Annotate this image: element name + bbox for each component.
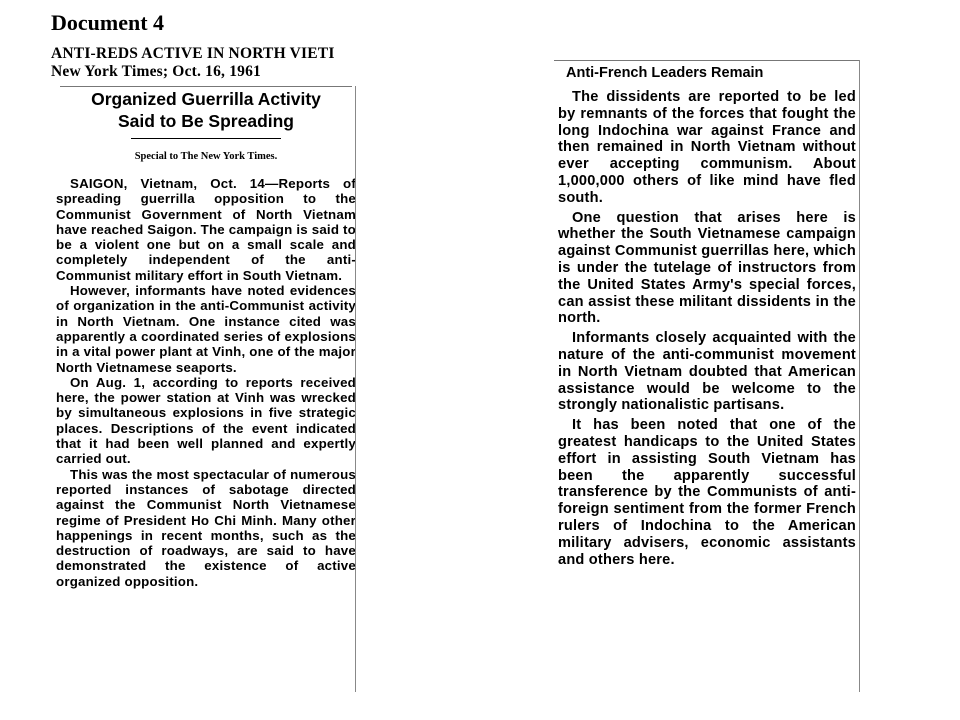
right-article-body [554,89,860,568]
headline-line-1: Organized Guerrilla Activity [91,89,321,109]
clipping-right-edge [859,60,860,692]
left-paragraph-4: This was the most spectacular of numerous reported instances of sabotage directed against the Communist North Vietnamese regime of President Ho Chi Minh. Many other happenings in recent months, such as the destruction of roadways, are said to have demonstrated the existence of active organized opposition. [56,466,356,589]
right-paragraph-4: It has been noted that one of the greatest handicaps to the United States effort in assisting South Vietnam has been the apparently successful transference by the Communists of anti-foreign sentiment from the former French rulers of Indochina to the American military advisers, economic assistants and others here. [558,417,856,568]
right-paragraph-3: Informants closely acquainted with the nature of the anti-communist movement in North Vietnam doubted that American assistance would be welcome to the strongly nationalistic partisans. [558,330,856,414]
left-paragraph-3: On Aug. 1, according to reports received here, the power station at Vinh was wrecked by simultaneous explosions in five strategic places. Descriptions of the event indicated that it had been well planned and expertly carried out. [56,374,356,467]
right-paragraph-2: One question that arises here is whether the South Vietnamese campaign against Communist guerrillas here, which is under the tutelage of instructors from the United States Army's special forces, can assist these militant dissidents in the north. [558,209,856,327]
clipping-top-edge [554,60,860,61]
right-newspaper-clipping [554,60,860,692]
citation [51,45,378,81]
article-headline [56,88,356,132]
article-byline: Special to The New York Times. [134,151,278,162]
citation-title: ANTI-REDS ACTIVE IN NORTH VIETI [51,45,335,62]
clipping-top-edge [60,86,352,87]
left-paragraph-2: However, informants have noted evidences of organization in the anti-Communist activity in North Vietnam. One instance cited was apparently a coordinated series of explosions in a vital power plant at Vinh, one of the major North Vietnamese seaports. [56,283,356,375]
left-newspaper-clipping [56,86,356,692]
clipping-right-edge [355,86,356,692]
right-paragraph-1: The dissidents are reported to be led by remnants of the forces that fought the long Indochina war against France and then remained in North Vietnam without ever accepting communism. About 1,000,000 others of like mind have fled south. [558,89,856,206]
left-paragraph-1: SAIGON, Vietnam, Oct. 14—Reports of spreading guerrilla opposition to the Communist Government of North Vietnam have reached Saigon. The campaign is said to be a violent one but on a small scale and completely independent of the anti-Communist military effort in South Vietnam. [56,176,356,283]
document-label: Document 4 [51,10,165,35]
article-subheading: Anti-French Leaders Remain [566,65,764,81]
headline-line-2: Said to Be Spreading [118,111,294,131]
citation-source: New York Times; Oct. 16, 1961 [51,63,262,80]
headline-divider [131,138,281,139]
left-article-body [56,176,356,589]
